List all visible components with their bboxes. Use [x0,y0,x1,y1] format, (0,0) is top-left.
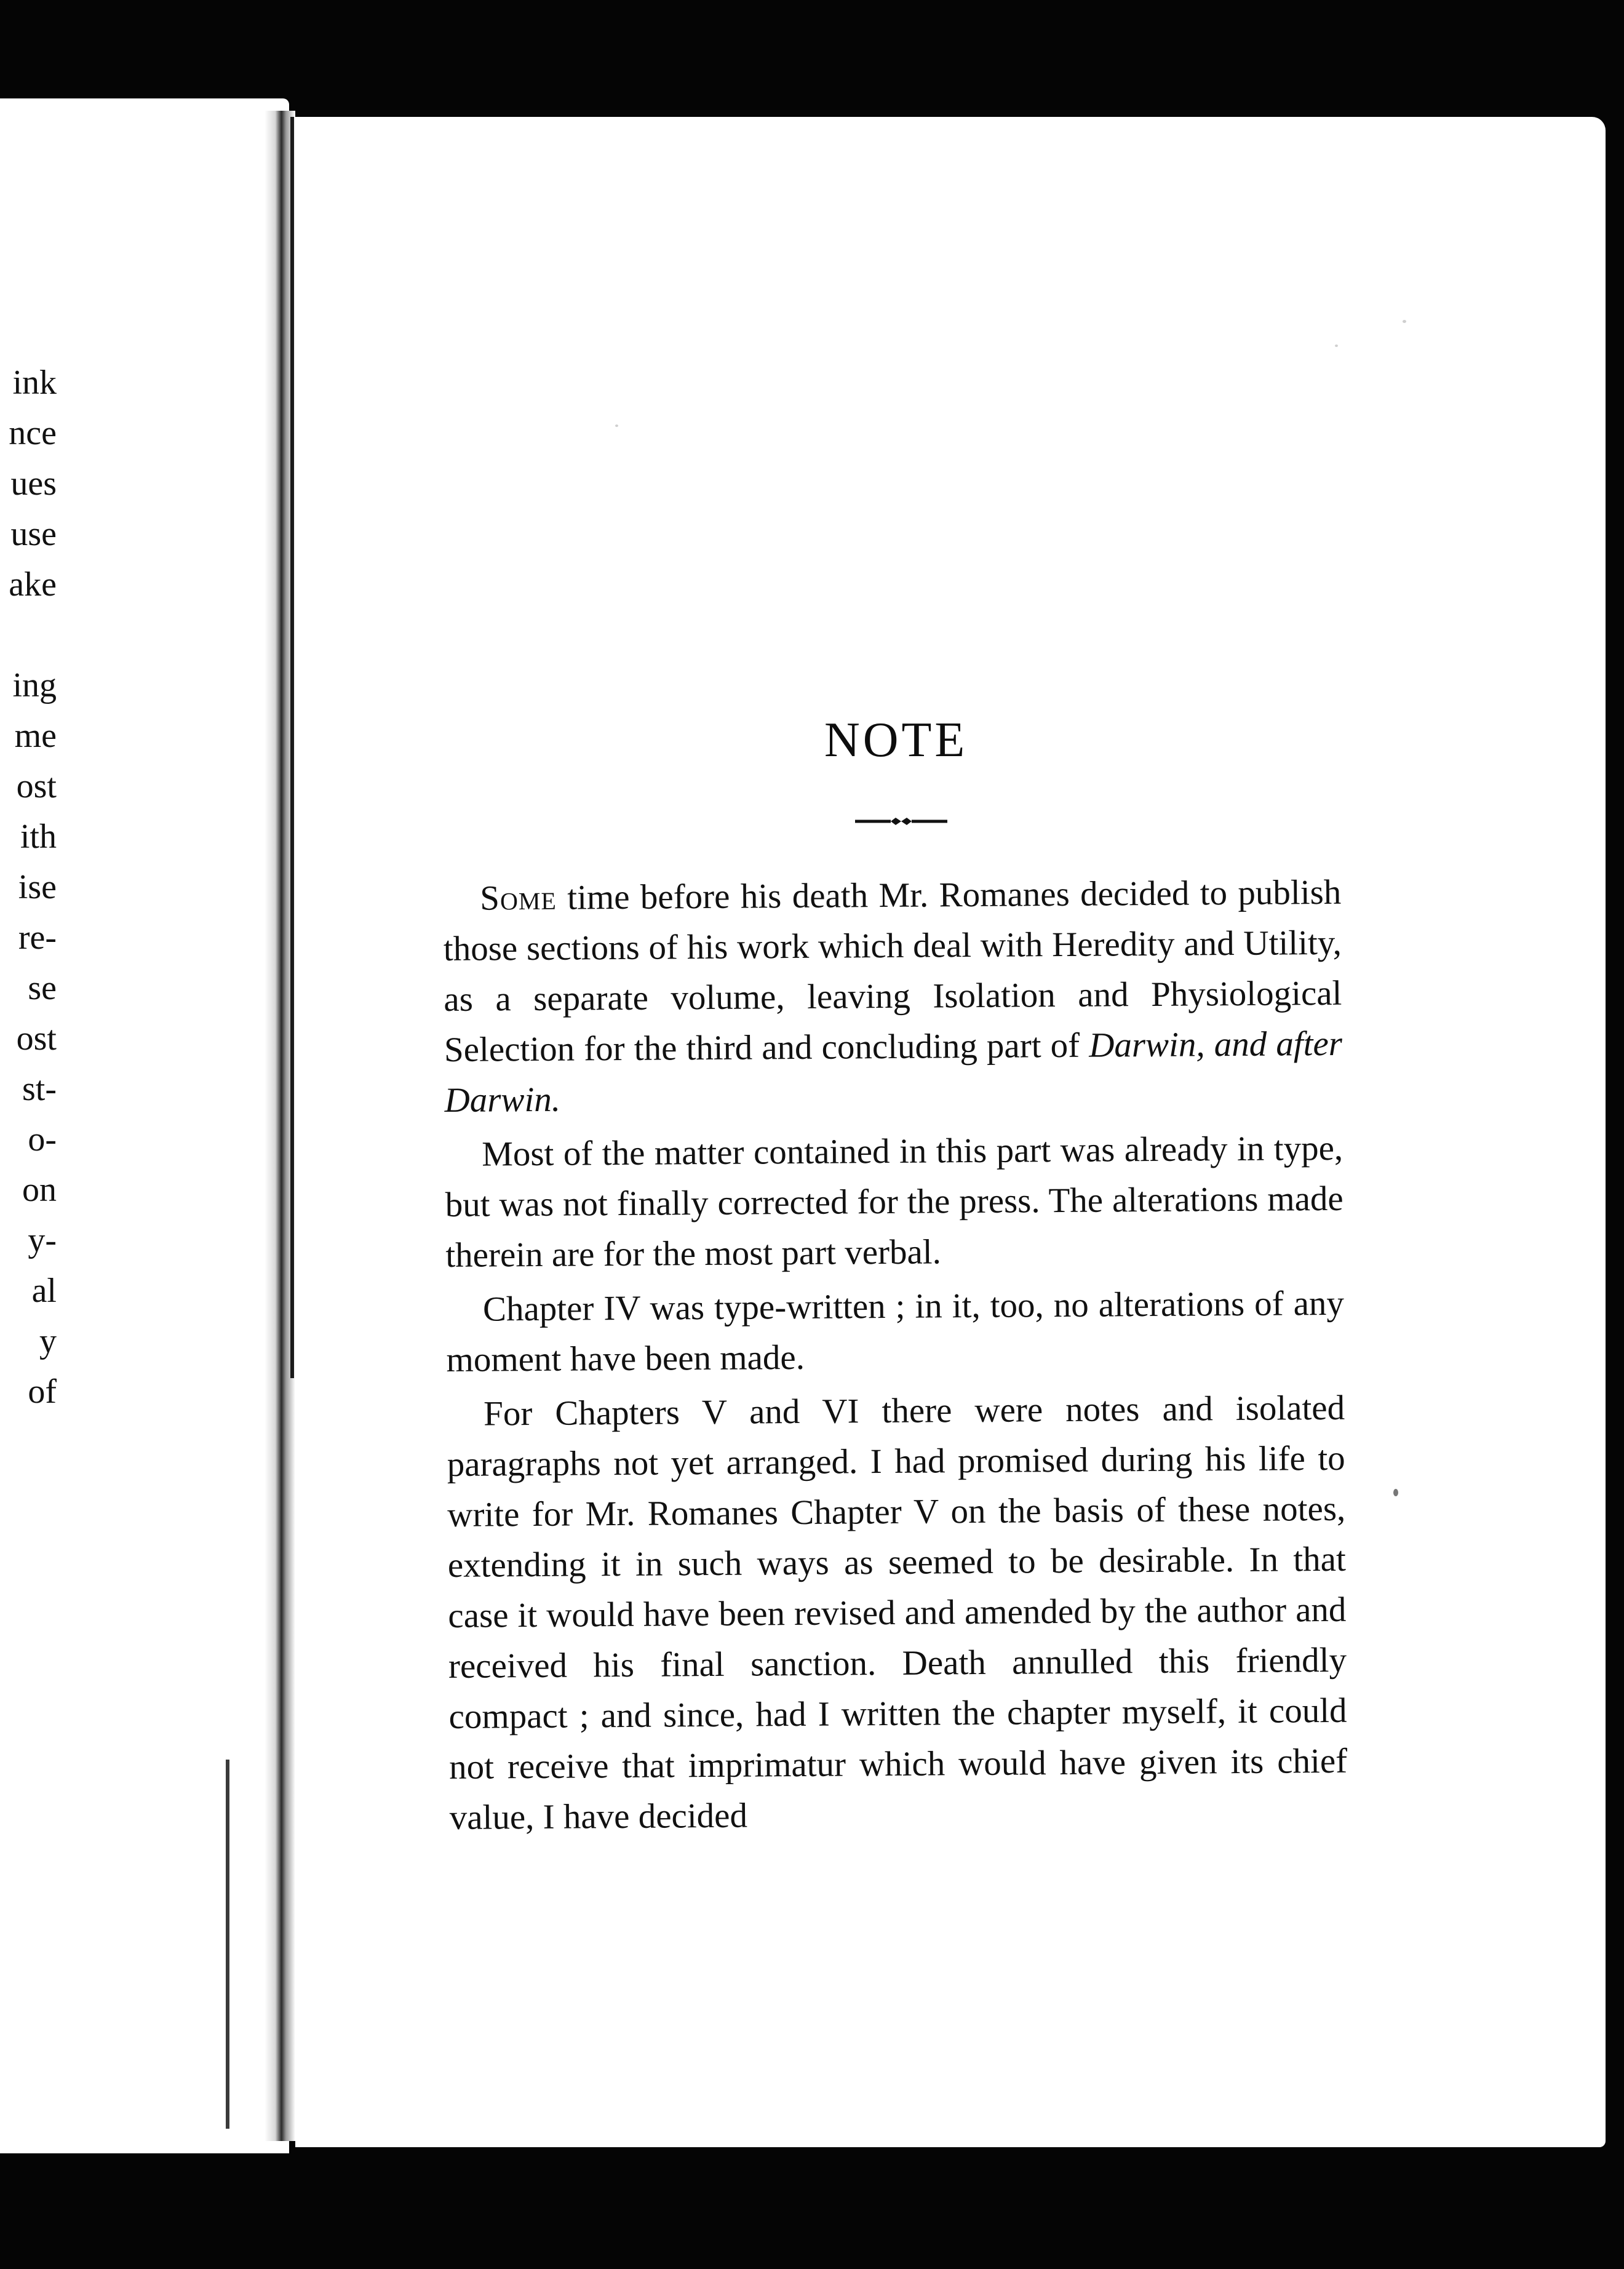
facing-line-fragment: ost [16,767,57,805]
paragraph: Most of the matter contained in this part was already in type, but was not finally corrected for the press. The alterations made therein are for the most part verbal. [445,1128,1343,1275]
facing-line-fragment: y [39,1322,57,1360]
facing-line-fragment: on [22,1171,57,1209]
facing-line-fragment: al [31,1272,57,1310]
note-body [443,867,1348,1847]
gutter-shadow-line [290,117,294,1378]
facing-line-fragment: ing [12,666,57,704]
paragraph: Chapter IV was type-written ; in it, too, no alterations of any moment have been made. [446,1283,1345,1379]
book-title: Darwin, and after Darwin. [444,1024,1343,1120]
facing-line-fragment: nce [9,414,57,452]
facing-line-fragment: ost [16,1019,57,1058]
gutter-shadow-line-lower [226,1760,229,2129]
facing-line-fragment: ise [18,868,57,906]
facing-line-fragment: use [10,515,57,553]
facing-line-fragment: ake [9,565,57,604]
paragraph-text: time before his death Mr. Romanes decided to publish those sections of his work which deal with Heredity and Utility, as a separate volume, leaving Isolation and Physiological Selection for the third and concluding part of [443,872,1342,1069]
facing-line-fragment: o- [28,1120,57,1158]
scan-speck [615,425,618,427]
facing-line-fragment: ink [12,364,57,402]
facing-page-text-fragments [0,98,62,2153]
facing-line-fragment: ues [10,465,57,503]
scan-speck [1403,320,1406,323]
paragraph [443,867,1343,1126]
facing-line-fragment: of [28,1373,57,1411]
paragraph: For Chapters V and VI there were notes and isolated paragraphs not yet arranged. I had promised during his life to write for Mr. Romanes Chapter V on the basis of these notes, extending it in such ways as seemed to be desirable. In that case it would have been revised and amended by the author and received his final sanction. Death annulled this friendly compact ; and since, had I written the chapter myself, it could not receive that imprimatur which would have given its chief value, I have decided [447,1388,1348,1837]
ornament-rule-icon [855,815,947,827]
facing-line-fragment: ith [20,818,57,856]
facing-line-fragment: se [28,969,57,1007]
facing-line-fragment: st- [22,1070,57,1108]
facing-line-fragment: me [14,717,57,755]
page-title: NOTE [824,713,968,767]
scan-speck [1393,1489,1398,1496]
facing-page [0,98,289,2153]
scan-speck [1335,345,1338,347]
facing-line-fragment: re- [18,919,57,957]
paragraph-lead-word: Some [480,878,557,918]
facing-line-fragment: y- [28,1221,57,1259]
